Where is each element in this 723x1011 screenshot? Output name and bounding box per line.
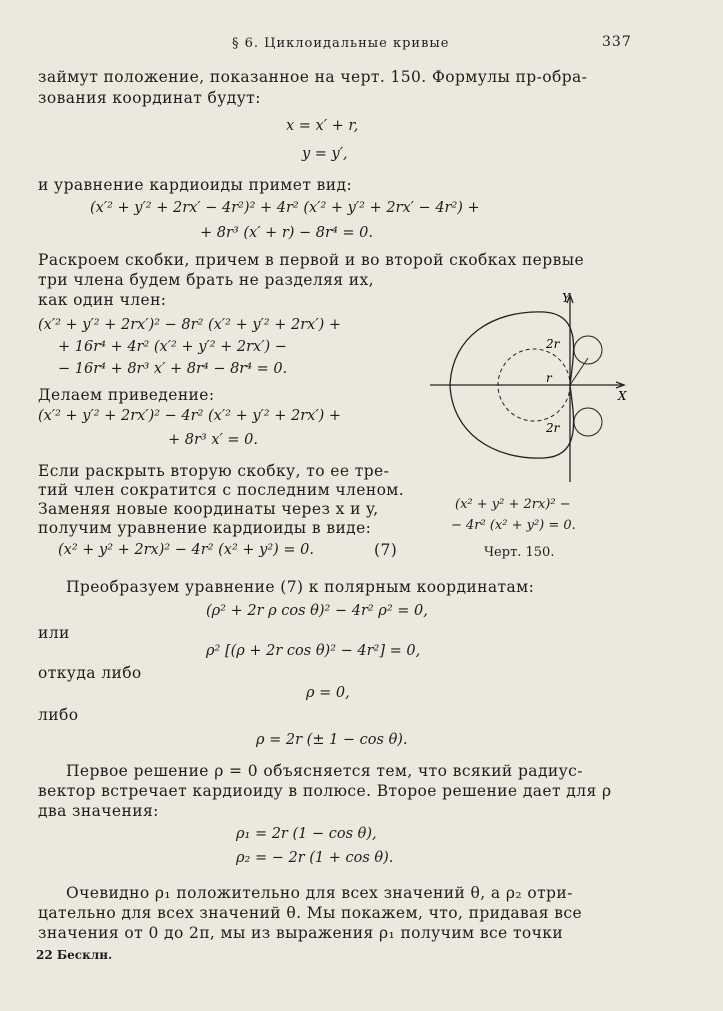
eq-rho1: ρ₁ = 2r (1 − cos θ), [236,826,377,842]
eq-rho2: ρ₂ = − 2r (1 + cos θ). [236,850,394,866]
para5-line2: тий член сократится с последним членом. [38,481,405,499]
eq-transform-y: y = y′, [302,146,348,162]
word-whence: откуда либо [38,664,142,682]
eq-expand-line3: − 16r⁴ + 8r³ x′ + 8r⁴ − 8r⁴ = 0. [58,361,288,377]
x-axis-label: X [618,389,627,403]
section-title: § 6. Циклоидальные кривые [232,36,450,51]
eq-expand-line2: + 16r⁴ + 4r² (x′² + y′² + 2rx′) − [58,339,287,355]
small-circle-top [574,336,602,364]
eq-cardioid-line2: + 8r³ (x′ + r) − 8r⁴ = 0. [200,225,373,241]
figure-label: Черт. 150. [484,545,555,560]
para5-line3: Заменяя новые координаты через x и y, [38,500,379,518]
footer-signature: 22 Бесклн. [36,948,113,962]
eq-polar-2: ρ² [(ρ + 2r cos θ)² − 4r²] = 0, [206,643,421,659]
eq-reduce-line2: + 8r³ x′ = 0. [168,432,259,448]
eq-rho-zero: ρ = 0, [306,685,350,701]
para6: Преобразуем уравнение (7) к полярным координатам: [66,578,535,596]
para1-line2: зования координат будут: [38,89,261,107]
eq-expand-line1: (x′² + y′² + 2rx′)² − 8r² (x′² + y′² + 2rx′) + [38,317,342,333]
para7-line3: два значения: [38,802,159,820]
para5-line1: Если раскрыть вторую скобку, то ее тре- [38,462,390,480]
word-either: либо [38,706,79,724]
label-r: r [546,371,552,385]
word-or: или [38,624,70,642]
para2: и уравнение кардиоиды примет вид: [38,176,353,194]
eq7-number: (7) [374,541,398,559]
para8-line2: цательно для всех значений θ. Мы покажем, что, придавая все [38,904,583,922]
y-axis-label: Y [562,291,570,305]
eq-polar-1: (ρ² + 2r ρ cos θ)² − 4r² ρ² = 0, [206,603,428,619]
para3-line3: как один член: [38,291,167,309]
para8-line1: Очевидно ρ₁ положительно для всех значений θ, а ρ₂ отри- [66,884,573,902]
cardioid-figure [412,282,632,482]
para4: Делаем приведение: [38,386,215,404]
eq-transform-x: x = x′ + r, [286,118,359,134]
para7-line1: Первое решение ρ = 0 объясняется тем, что всякий радиус- [66,762,583,780]
label-2r-top: 2r [546,337,560,351]
eq-reduce-line1: (x′² + y′² + 2rx′)² − 4r² (x′² + y′² + 2rx′) + [38,408,342,424]
small-circle-bottom [574,408,602,436]
para8-line3: значения от 0 до 2π, мы из выражения ρ₁ получим все точки [38,924,564,942]
para3-line2: три члена будем брать не разделяя их, [38,271,375,289]
page-number: 337 [602,34,632,50]
figure-caption-line2: − 4r² (x² + y²) = 0. [451,518,576,533]
eq-cardioid-line1: (x′² + y′² + 2rx′ − 4r²)² + 4r² (x′² + y′² + 2rx′ − 4r²) + [90,200,480,216]
label-2r-bottom: 2r [546,421,560,435]
para1-line1: займут положение, показанное на черт. 150. Формулы пр-обра- [38,68,588,86]
figure-caption-line1: (x² + y² + 2rx)² − [455,497,571,512]
para7-line2: вектор встречает кардиоиду в полюсе. Второе решение дает для ρ [38,782,612,800]
para5-line4: получим уравнение кардиоиды в виде: [38,519,372,537]
eq-rho-general: ρ = 2r (± 1 − cos θ). [256,732,408,748]
para3-line1: Раскроем скобки, причем в первой и во второй скобках первые [38,251,585,269]
eq7-formula: (x² + y² + 2rx)² − 4r² (x² + y²) = 0. [58,542,315,558]
